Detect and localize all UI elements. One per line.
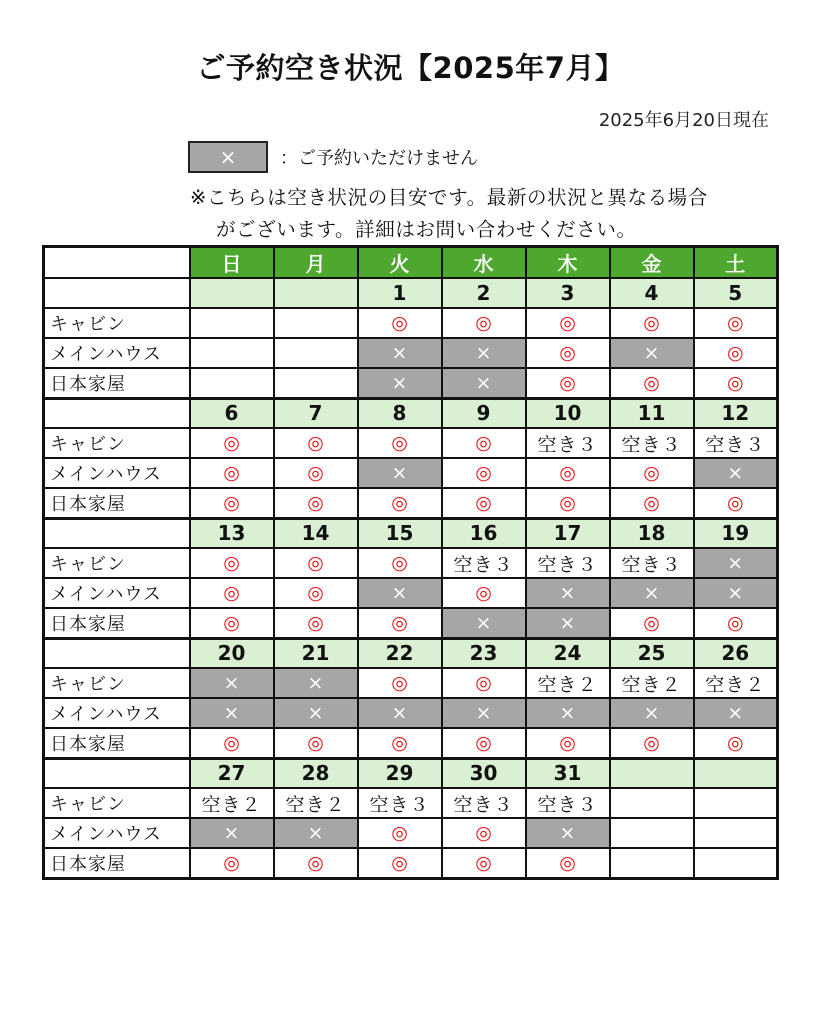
facility-label: キャビン [44,308,190,338]
available-cell: ◎ [694,338,778,368]
facility-row [44,788,778,818]
available-cell: ◎ [526,338,610,368]
available-cell: ◎ [190,488,274,518]
available-cell: ◎ [442,668,526,698]
unavailable-cell: × [274,698,358,728]
facility-label: 日本家屋 [44,848,190,878]
date-cell: 14 [274,518,358,548]
facility-row [44,728,778,758]
available-cell: ◎ [358,308,442,338]
date-cell: 11 [610,398,694,428]
weekday-4: 木 [526,247,610,279]
legend-unavailable-swatch: × [188,141,268,173]
available-cell: ◎ [190,728,274,758]
date-cell: 3 [526,278,610,308]
date-cell: 26 [694,638,778,668]
date-cell [610,758,694,788]
limited-availability-cell: 空き２ [190,788,274,818]
available-cell: ◎ [274,488,358,518]
date-row-blank [44,278,190,308]
date-cell: 25 [610,638,694,668]
date-cell: 4 [610,278,694,308]
facility-label: メインハウス [44,458,190,488]
date-cell: 31 [526,758,610,788]
available-cell: ◎ [442,458,526,488]
facility-label: 日本家屋 [44,608,190,638]
available-cell: ◎ [274,458,358,488]
facility-row [44,428,778,458]
available-cell: ◎ [694,728,778,758]
date-cell: 8 [358,398,442,428]
available-cell: ◎ [526,728,610,758]
unavailable-cell: × [526,698,610,728]
available-cell: ◎ [190,578,274,608]
limited-availability-cell: 空き３ [610,548,694,578]
date-row [44,398,778,428]
date-cell: 2 [442,278,526,308]
available-cell: ◎ [610,368,694,398]
legend [188,140,478,174]
unavailable-cell: × [358,698,442,728]
facility-row [44,578,778,608]
limited-availability-cell: 空き３ [694,428,778,458]
facility-row [44,368,778,398]
unavailable-cell: × [358,338,442,368]
available-cell: ◎ [358,548,442,578]
unavailable-cell: × [442,338,526,368]
available-cell: ◎ [694,308,778,338]
facility-label: キャビン [44,428,190,458]
available-cell: ◎ [358,848,442,878]
available-cell: ◎ [190,608,274,638]
date-cell: 10 [526,398,610,428]
available-cell: ◎ [274,728,358,758]
unavailable-cell: × [274,818,358,848]
limited-availability-cell: 空き３ [358,788,442,818]
unavailable-cell: × [190,698,274,728]
unavailable-cell: × [694,458,778,488]
limited-availability-cell: 空き３ [526,548,610,578]
unavailable-cell: × [694,578,778,608]
unavailable-cell: × [190,818,274,848]
available-cell: ◎ [358,608,442,638]
date-cell: 16 [442,518,526,548]
available-cell: ◎ [442,848,526,878]
weekday-header-blank [44,247,190,279]
unavailable-cell: × [610,698,694,728]
date-cell: 13 [190,518,274,548]
unavailable-cell: × [358,458,442,488]
empty-cell [190,338,274,368]
facility-row [44,848,778,878]
available-cell: ◎ [358,728,442,758]
limited-availability-cell: 空き３ [610,428,694,458]
unavailable-cell: × [190,668,274,698]
empty-cell [610,788,694,818]
available-cell: ◎ [442,578,526,608]
date-cell: 27 [190,758,274,788]
date-row-blank [44,518,190,548]
empty-cell [190,368,274,398]
available-cell: ◎ [274,428,358,458]
available-cell: ◎ [358,488,442,518]
available-cell: ◎ [358,668,442,698]
available-cell: ◎ [610,308,694,338]
note-line-2: がございます。詳細はお問い合わせください。 [216,218,637,241]
weekday-5: 金 [610,247,694,279]
facility-row [44,818,778,848]
facility-label: キャビン [44,548,190,578]
date-cell: 7 [274,398,358,428]
available-cell: ◎ [190,458,274,488]
unavailable-cell: × [694,548,778,578]
date-cell: 20 [190,638,274,668]
available-cell: ◎ [442,488,526,518]
empty-cell [610,848,694,878]
date-cell: 22 [358,638,442,668]
available-cell: ◎ [694,368,778,398]
date-cell: 24 [526,638,610,668]
unavailable-cell: × [358,578,442,608]
date-cell: 12 [694,398,778,428]
date-row [44,638,778,668]
empty-cell [274,338,358,368]
available-cell: ◎ [610,458,694,488]
date-cell: 23 [442,638,526,668]
available-cell: ◎ [274,848,358,878]
empty-cell [190,308,274,338]
page-title: ご予約空き状況【2025年7月】 [196,51,625,85]
facility-row [44,608,778,638]
available-cell: ◎ [526,458,610,488]
unavailable-cell: × [526,578,610,608]
unavailable-cell: × [694,698,778,728]
unavailable-cell: × [610,578,694,608]
weekday-3: 水 [442,247,526,279]
empty-cell [610,818,694,848]
date-cell [694,758,778,788]
facility-label: メインハウス [44,698,190,728]
empty-cell [694,818,778,848]
facility-label: キャビン [44,668,190,698]
available-cell: ◎ [610,608,694,638]
limited-availability-cell: 空き３ [526,788,610,818]
weekday-header-row [44,247,778,279]
facility-label: メインハウス [44,578,190,608]
limited-availability-cell: 空き２ [526,668,610,698]
limited-availability-cell: 空き２ [610,668,694,698]
legend-label: ：ご予約いただけません [280,148,478,169]
available-cell: ◎ [526,848,610,878]
facility-label: 日本家屋 [44,728,190,758]
available-cell: ◎ [610,728,694,758]
weekday-0: 日 [190,247,274,279]
available-cell: ◎ [358,818,442,848]
available-cell: ◎ [442,818,526,848]
date-cell: 1 [358,278,442,308]
date-cell: 21 [274,638,358,668]
available-cell: ◎ [526,488,610,518]
facility-row [44,698,778,728]
date-row-blank [44,758,190,788]
date-cell: 19 [694,518,778,548]
date-cell [190,278,274,308]
unavailable-cell: × [274,668,358,698]
facility-label: キャビン [44,788,190,818]
limited-availability-cell: 空き２ [694,668,778,698]
date-row-blank [44,638,190,668]
unavailable-cell: × [526,608,610,638]
date-cell: 30 [442,758,526,788]
weekday-2: 火 [358,247,442,279]
date-cell: 9 [442,398,526,428]
facility-label: 日本家屋 [44,368,190,398]
as-of-date: 2025年6月20日現在 [598,110,769,131]
empty-cell [694,788,778,818]
date-cell: 28 [274,758,358,788]
available-cell: ◎ [358,428,442,458]
weekday-1: 月 [274,247,358,279]
available-cell: ◎ [274,548,358,578]
facility-row [44,668,778,698]
available-cell: ◎ [442,308,526,338]
available-cell: ◎ [190,848,274,878]
unavailable-cell: × [358,368,442,398]
limited-availability-cell: 空き２ [274,788,358,818]
available-cell: ◎ [442,728,526,758]
weekday-6: 土 [694,247,778,279]
limited-availability-cell: 空き３ [526,428,610,458]
available-cell: ◎ [526,308,610,338]
available-cell: ◎ [526,368,610,398]
availability-calendar [42,245,779,880]
available-cell: ◎ [190,548,274,578]
date-cell: 15 [358,518,442,548]
unavailable-cell: × [442,608,526,638]
unavailable-cell: × [610,338,694,368]
date-cell: 17 [526,518,610,548]
available-cell: ◎ [274,608,358,638]
available-cell: ◎ [442,428,526,458]
date-cell [274,278,358,308]
date-row-blank [44,398,190,428]
available-cell: ◎ [694,608,778,638]
facility-row [44,458,778,488]
facility-row [44,488,778,518]
unavailable-cell: × [442,368,526,398]
available-cell: ◎ [274,578,358,608]
facility-row [44,308,778,338]
date-cell: 29 [358,758,442,788]
facility-row [44,338,778,368]
availability-note [190,182,790,246]
date-cell: 6 [190,398,274,428]
empty-cell [274,368,358,398]
date-cell: 5 [694,278,778,308]
facility-label: メインハウス [44,818,190,848]
date-cell: 18 [610,518,694,548]
date-row [44,758,778,788]
empty-cell [694,848,778,878]
date-row [44,518,778,548]
limited-availability-cell: 空き３ [442,788,526,818]
limited-availability-cell: 空き３ [442,548,526,578]
facility-row [44,548,778,578]
facility-label: 日本家屋 [44,488,190,518]
date-row [44,278,778,308]
unavailable-cell: × [526,818,610,848]
available-cell: ◎ [610,488,694,518]
empty-cell [274,308,358,338]
note-line-1: ※こちらは空き状況の目安です。最新の状況と異なる場合 [190,186,708,209]
unavailable-cell: × [442,698,526,728]
facility-label: メインハウス [44,338,190,368]
available-cell: ◎ [694,488,778,518]
available-cell: ◎ [190,428,274,458]
